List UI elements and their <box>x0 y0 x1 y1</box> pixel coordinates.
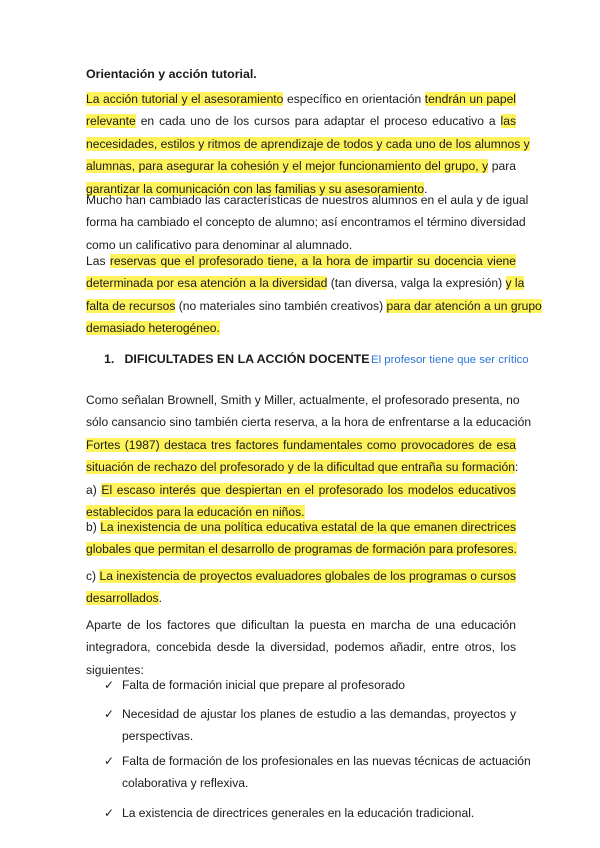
text-run: Aparte de los factores que dificultan la puesta en marcha de una educación <box>86 618 516 632</box>
highlighted-text: necesidades, estilos y ritmos de aprendizaje de todos y cada uno de los alumnos y <box>86 136 530 151</box>
checklist-line: Necesidad de ajustar los planes de estudio a las demandas, proyectos y <box>122 707 516 721</box>
text-run: Las <box>86 254 110 268</box>
text-line <box>86 434 516 456</box>
paragraph-mucho <box>86 189 529 256</box>
text-line <box>86 389 520 411</box>
highlighted-text: tendrán un papel <box>424 92 516 106</box>
highlighted-text: Fortes (1987) destaca tres factores fundamentales como provocadores de esa <box>86 437 516 452</box>
text-line <box>86 133 530 155</box>
paragraph-como <box>86 389 532 523</box>
text-run: (tan diversa, valga la expresión) <box>327 276 506 291</box>
highlighted-text: las <box>500 114 516 129</box>
text-line <box>86 636 516 658</box>
highlighted-text: La inexistencia de una política educativa estatal de la que emanen directrices <box>100 520 516 534</box>
text-run: c) <box>86 569 100 583</box>
highlighted-text: y la <box>505 276 525 291</box>
text-run: integradora, concebida desde la diversidad, podemos añadir, entre otros, los <box>86 640 516 655</box>
text-run: forma ha cambiado el concepto de alumno; así encontramos el término diversidad <box>86 215 526 230</box>
text-run: : <box>514 460 519 475</box>
text-line <box>86 538 516 560</box>
highlighted-text: La inexistencia de proyectos evaluadores globales de los programas o cursos <box>99 569 516 583</box>
text-run: . <box>424 181 428 196</box>
text-run: Como señalan Brownell, Smith y Miller, actualmente, el profesorado presenta, no <box>86 393 520 407</box>
paragraph-item-b <box>86 516 516 561</box>
text-line <box>86 614 516 636</box>
highlighted-text: para dar atención a un grupo <box>386 298 542 313</box>
text-line <box>86 110 516 132</box>
highlighted-text: reservas que el profesorado tiene, a la hora de impartir su docencia viene <box>109 254 516 268</box>
text-line <box>86 189 529 211</box>
text-run: b) <box>86 520 101 534</box>
checkmark-icon: ✓ <box>104 806 115 820</box>
text-line <box>86 211 526 233</box>
highlighted-text: El escaso interés que despiertan en el profesorado los modelos educativos <box>101 482 516 497</box>
checklist-line: Falta de formación inicial que prepare al profesorado <box>122 678 406 692</box>
highlighted-text: demasiado heterogéneo. <box>86 321 220 336</box>
text-run: en cada uno de los cursos para adaptar el proceso educativo a <box>135 114 501 129</box>
highlighted-text: La acción tutorial y el asesoramiento <box>86 92 284 106</box>
checklist-item-text <box>122 674 516 696</box>
text-line <box>86 317 516 339</box>
checkmark-icon: ✓ <box>104 678 115 692</box>
checklist-item-text <box>122 750 531 795</box>
text-line <box>86 88 516 110</box>
document-title: Orientación y acción tutorial. <box>86 67 257 81</box>
text-line <box>86 456 519 478</box>
text-line <box>86 250 516 272</box>
text-run: siguientes: <box>86 662 144 677</box>
highlighted-text: desarrollados <box>86 591 159 606</box>
text-line <box>86 587 516 609</box>
text-line <box>86 565 516 587</box>
paragraph-aparte <box>86 614 516 681</box>
text-run: para <box>488 159 516 174</box>
section-number: 1. <box>104 352 115 366</box>
text-run: . <box>158 591 162 606</box>
text-run: específico en orientación <box>283 92 425 106</box>
highlighted-text: globales que permitan el desarrollo de programas de formación para profesores. <box>86 542 517 557</box>
checkmark-icon: ✓ <box>104 754 115 768</box>
highlighted-text: situación de rechazo del profesorado y de la dificultad que entraña su formación <box>86 460 515 475</box>
highlighted-text: alumnas, para asegurar la cohesión y el mejor funcionamiento del grupo, y <box>86 159 489 174</box>
checklist-line: La existencia de directrices generales en la educación tradicional. <box>122 806 475 820</box>
highlighted-text: garantizar la comunicación con las familias y su asesoramiento <box>86 181 425 196</box>
text-run: a) <box>86 482 102 497</box>
highlighted-text: determinada por esa atención a la diversidad <box>86 276 328 291</box>
text-run: Mucho han cambiado las características de nuestros alumnos en el aula y de igual <box>86 193 529 207</box>
paragraph-item-c <box>86 565 516 610</box>
checklist-item-text <box>122 703 516 748</box>
text-run: sólo cansancio sino también cierta reserva, a la hora de enfrentarse a la educación <box>86 415 532 430</box>
checklist-line: perspectivas. <box>122 729 194 744</box>
text-run: (no materiales sino también creativos) <box>175 298 387 313</box>
paragraph-reservas <box>86 250 542 340</box>
text-line <box>86 155 516 177</box>
text-line <box>86 479 516 501</box>
section-title: DIFICULTADES EN LA ACCIÓN DOCENTE <box>124 352 370 366</box>
highlighted-text: establecidos para la educación en niños. <box>86 504 305 519</box>
text-line <box>86 272 525 294</box>
highlighted-text: falta de recursos <box>86 298 176 313</box>
checklist-line: Falta de formación de los profesionales en las nuevas técnicas de actuación <box>122 754 531 768</box>
highlighted-text: relevante <box>86 114 136 129</box>
section-heading <box>104 352 370 366</box>
checkmark-icon: ✓ <box>104 707 115 721</box>
review-comment: El profesor tiene que ser crítico <box>371 354 529 366</box>
text-line <box>86 516 516 538</box>
text-line <box>86 411 532 433</box>
text-run: como un calificativo para denominar al alumnado. <box>86 237 353 252</box>
text-line <box>86 295 542 317</box>
checklist-line: colaborativa y reflexiva. <box>122 776 249 791</box>
checklist-item-text <box>122 802 516 824</box>
